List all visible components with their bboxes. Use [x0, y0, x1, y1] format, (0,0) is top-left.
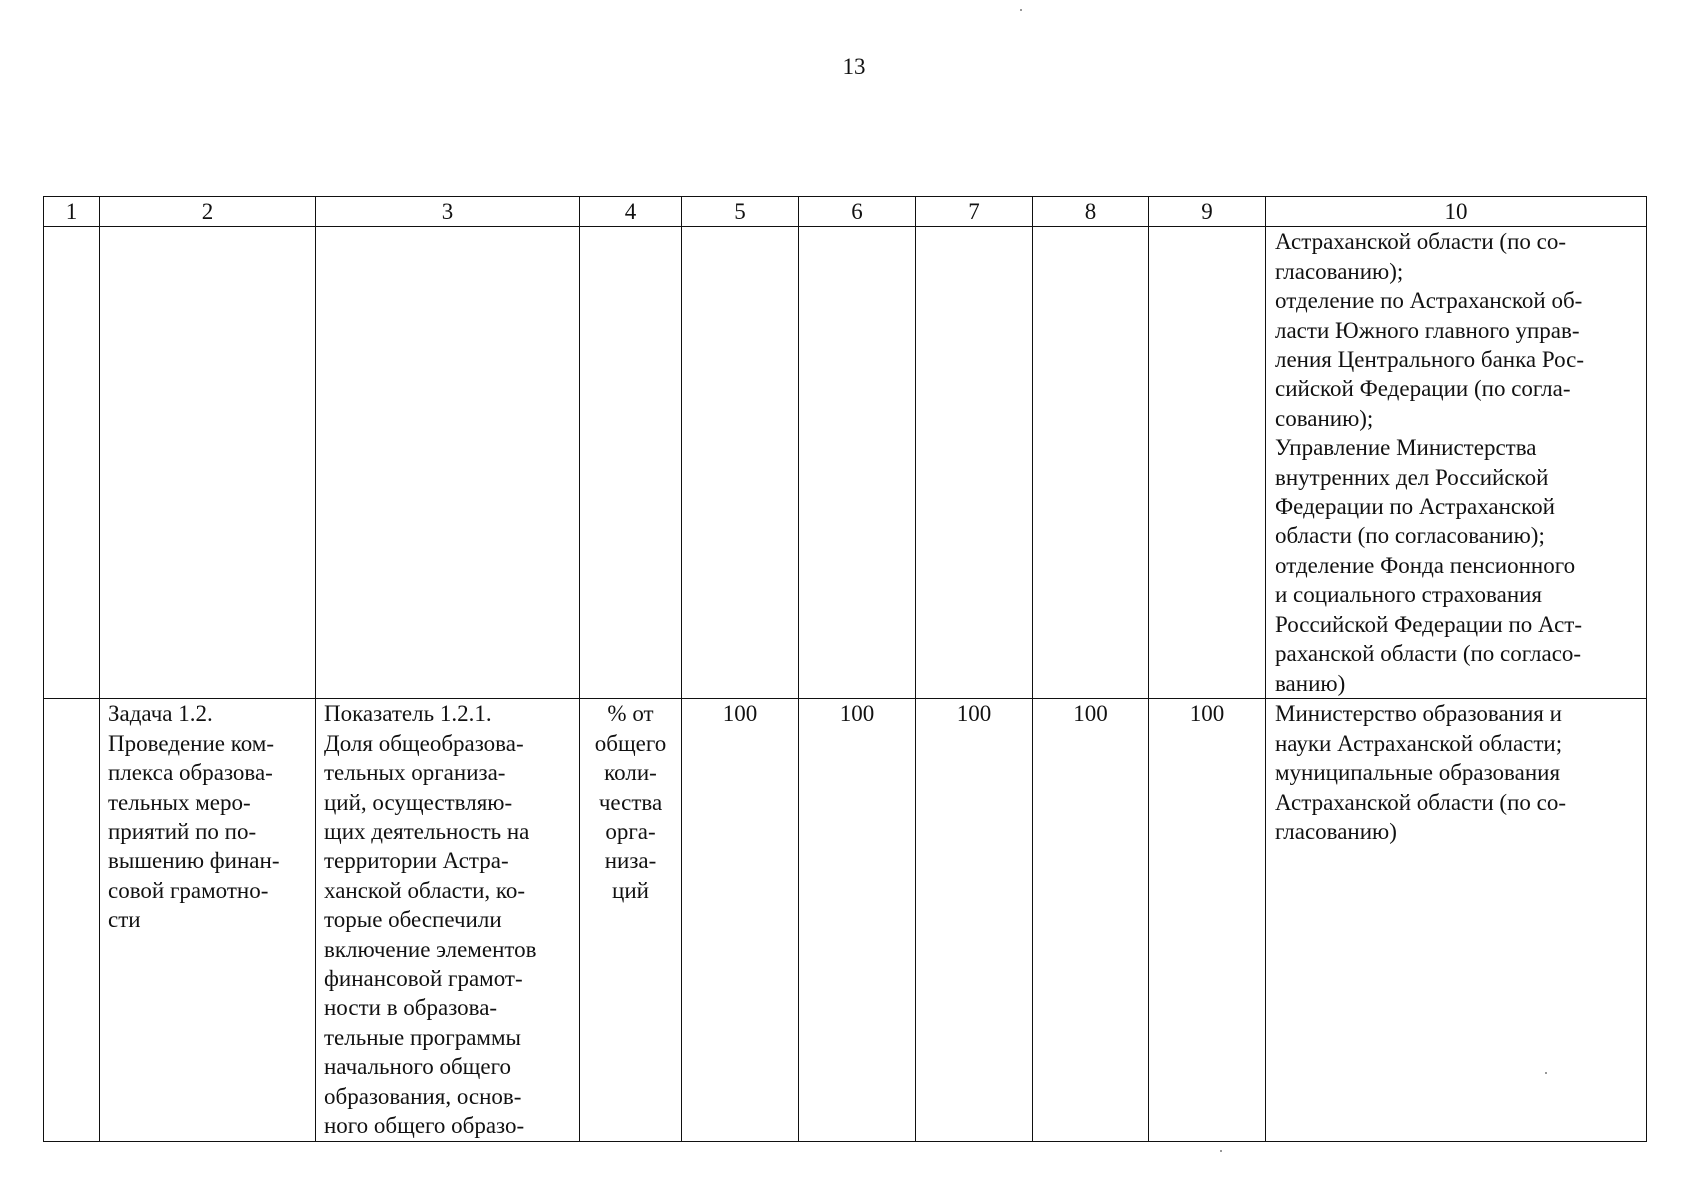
cell-text-line: включение элементов: [324, 936, 537, 962]
cell-text-line: Управление Министерства: [1275, 435, 1537, 461]
value-cell-col5: 100: [682, 699, 799, 1141]
row1-col5-cell: [682, 227, 799, 699]
row1-col8-cell: [1033, 227, 1149, 699]
cell-text-line: ванию): [1275, 670, 1346, 696]
document-table: [43, 196, 1647, 1142]
cell-text-line: коли-: [604, 760, 657, 786]
column-number-7: 7: [916, 197, 1033, 227]
unit-cell: [580, 699, 682, 1141]
scan-speck: [1020, 9, 1022, 11]
column-number-8: 8: [1033, 197, 1149, 227]
cell-text-line: Показатель 1.2.1.: [324, 701, 492, 727]
cell-text-line: чества: [598, 789, 663, 815]
cell-text-line: финансовой грамот-: [324, 966, 523, 992]
cell-text-line: орга-: [605, 819, 656, 845]
cell-text-line: внутренних дел Российской: [1275, 464, 1549, 490]
value-cell-col7: 100: [916, 699, 1033, 1141]
column-number-row: [44, 197, 1647, 227]
cell-text-line: ханской области, ко-: [324, 877, 526, 903]
cell-text-line: и социального страхования: [1275, 582, 1543, 608]
cell-text-line: сованию);: [1275, 405, 1374, 431]
row1-col2-cell: [100, 227, 316, 699]
cell-text-line: общего: [594, 730, 667, 756]
cell-text-line: отделение по Астраханской об-: [1275, 288, 1583, 314]
table-row: [44, 699, 1647, 1141]
row1-col3-cell: [316, 227, 580, 699]
row1-col4-cell: [580, 227, 682, 699]
page-number: 13: [842, 54, 866, 79]
column-number-6: 6: [799, 197, 916, 227]
cell-text-line: Проведение ком-: [108, 730, 275, 756]
indicator-description-cell: [316, 699, 580, 1141]
cell-text-line: территории Астра-: [324, 848, 509, 874]
value-cell-col6: 100: [799, 699, 916, 1141]
cell-text-line: Астраханской области (по со-: [1275, 789, 1566, 815]
cell-text-line: сийской Федерации (по согла-: [1275, 376, 1571, 402]
cell-text-line: ного общего образо-: [324, 1113, 525, 1139]
row1-col9-cell: [1149, 227, 1266, 699]
column-number-1: 1: [44, 197, 100, 227]
column-number-10: 10: [1266, 197, 1647, 227]
cell-text-line: торые обеспечили: [324, 907, 502, 933]
cell-text-line: Астраханской области (по со-: [1275, 229, 1566, 255]
row1-col6-cell: [799, 227, 916, 699]
cell-text-line: области (по согласованию);: [1275, 523, 1545, 549]
cell-text-line: % от: [607, 701, 654, 727]
column-number-9: 9: [1149, 197, 1266, 227]
task-description-cell: [100, 699, 316, 1141]
cell-text-line: тельные программы: [324, 1024, 521, 1050]
cell-text-line: ления Центрального банка Рос-: [1275, 347, 1585, 373]
cell-text-line: ций: [612, 877, 649, 903]
cell-text-line: ности в образова-: [324, 995, 498, 1021]
cell-text-line: Доля общеобразова-: [324, 730, 524, 756]
row1-responsible-cell: [1266, 227, 1647, 699]
cell-text-line: плекса образова-: [108, 760, 273, 786]
cell-text-line: совой грамотно-: [108, 877, 269, 903]
value-cell-col8: 100: [1033, 699, 1149, 1141]
responsible-executors-cell: [1266, 699, 1647, 1141]
row2-col1-cell: [44, 699, 100, 1141]
row1-col7-cell: [916, 227, 1033, 699]
cell-text-line: гласованию): [1275, 819, 1397, 845]
cell-text-line: сти: [108, 907, 141, 933]
cell-text-line: начального общего: [324, 1054, 511, 1080]
scan-speck: [1220, 1150, 1222, 1152]
cell-text-line: тельных организа-: [324, 760, 506, 786]
column-number-4: 4: [580, 197, 682, 227]
column-number-5: 5: [682, 197, 799, 227]
cell-text-line: науки Астраханской области;: [1275, 730, 1563, 756]
cell-text-line: раханской области (по согласо-: [1275, 641, 1582, 667]
cell-text-line: Задача 1.2.: [108, 701, 213, 727]
cell-text-line: приятий по по-: [108, 819, 257, 845]
cell-text-line: Министерство образования и: [1275, 701, 1562, 727]
cell-text-line: вышению финан-: [108, 848, 280, 874]
cell-text-line: щих деятельность на: [324, 819, 530, 845]
cell-text-line: низа-: [604, 848, 657, 874]
cell-text-line: муниципальные образования: [1275, 760, 1561, 786]
cell-text-line: гласованию);: [1275, 258, 1404, 284]
cell-text-line: ций, осуществляю-: [324, 789, 513, 815]
scan-speck: [1545, 1072, 1547, 1074]
column-number-3: 3: [316, 197, 580, 227]
cell-text-line: Федерации по Астраханской: [1275, 494, 1555, 520]
cell-text-line: ласти Южного главного управ-: [1275, 317, 1580, 343]
cell-text-line: образования, основ-: [324, 1083, 522, 1109]
cell-text-line: тельных меро-: [108, 789, 251, 815]
row1-col1-cell: [44, 227, 100, 699]
table-row: [44, 227, 1647, 699]
value-cell-col9: 100: [1149, 699, 1266, 1141]
cell-text-line: Российской Федерации по Аст-: [1275, 611, 1582, 637]
column-number-2: 2: [100, 197, 316, 227]
cell-text-line: отделение Фонда пенсионного: [1275, 552, 1576, 578]
